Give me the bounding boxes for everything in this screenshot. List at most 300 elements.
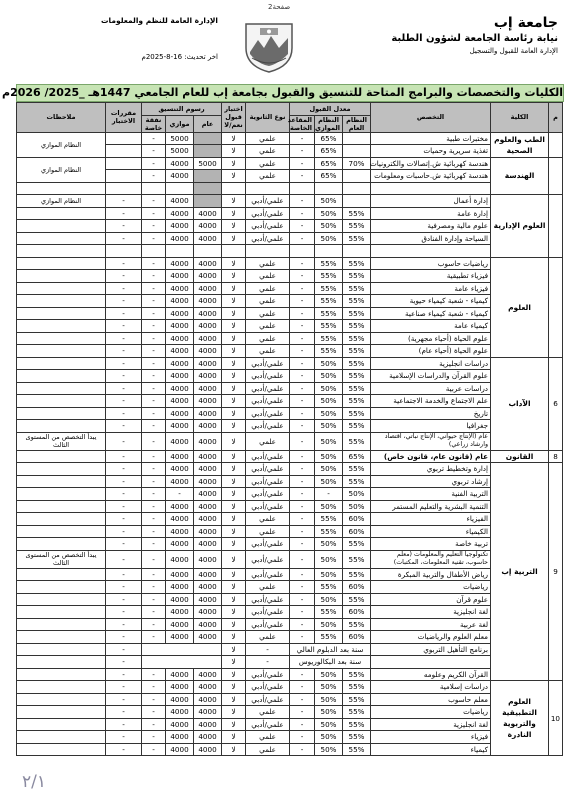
general-rate-cell — [343, 195, 371, 208]
fee-private-cell: - — [142, 320, 166, 333]
specialization-cell: فيزياء تطبيقية — [371, 270, 491, 283]
fee-parallel-cell: - — [166, 488, 194, 501]
general-rate-cell: 55% — [343, 307, 371, 320]
parallel-rate-cell: 55% — [315, 631, 343, 644]
general-rate-cell: سنة بعد البكالوريوس — [290, 656, 371, 669]
fee-general-cell: 4000 — [194, 357, 222, 370]
table-row — [17, 207, 563, 220]
private-seat-cell: - — [290, 463, 315, 476]
parallel-rate-cell: 55% — [315, 581, 343, 594]
entrance-exam-cell: لا — [222, 681, 246, 694]
exam-subjects-cell: - — [106, 488, 142, 501]
fee-general-cell: 4000 — [194, 718, 222, 731]
fee-private-cell: - — [142, 463, 166, 476]
notes-cell — [17, 525, 106, 538]
fee-parallel-cell: 4000 — [166, 332, 194, 345]
table-row — [17, 593, 563, 606]
row-number: 9 — [549, 463, 563, 681]
notes-cell: النظام الموازي — [17, 157, 106, 182]
fee-parallel-cell: 4000 — [166, 693, 194, 706]
exam-subjects-cell: - — [106, 257, 142, 270]
col-fees-group: رسوم التنسيق — [142, 103, 222, 116]
specialization-cell: برنامج التأهيل التربوي — [371, 643, 491, 656]
fee-general-cell — [142, 643, 222, 656]
parallel-rate-cell: 50% — [315, 538, 343, 551]
fee-parallel-cell: 4000 — [166, 207, 194, 220]
general-rate-cell: 60% — [343, 581, 371, 594]
entrance-exam-cell: لا — [222, 195, 246, 208]
notes-cell — [17, 257, 106, 270]
secondary-type-cell: علمي/أدبي — [246, 220, 290, 233]
college-name: العلوم الإدارية — [491, 195, 549, 258]
fee-private-cell: - — [142, 618, 166, 631]
table-row — [17, 320, 563, 333]
parallel-rate-cell: 65% — [315, 145, 343, 158]
secondary-type-cell: علمي/أدبي — [246, 382, 290, 395]
fee-private-cell — [142, 182, 166, 195]
exam-subjects-cell: - — [106, 656, 142, 669]
private-seat-cell: - — [290, 538, 315, 551]
exam-subjects-cell: - — [106, 731, 142, 744]
fee-private-cell: - — [142, 207, 166, 220]
fee-parallel-cell: 4000 — [166, 450, 194, 463]
general-rate-cell: 55% — [343, 718, 371, 731]
exam-subjects-cell: - — [106, 618, 142, 631]
parallel-rate-cell: 55% — [315, 270, 343, 283]
fee-parallel-cell — [166, 182, 194, 195]
exam-subjects-cell: - — [106, 270, 142, 283]
entrance-exam-cell: لا — [222, 157, 246, 170]
notes-cell: النظام الموازي — [17, 195, 106, 208]
exam-subjects-cell: - — [106, 606, 142, 619]
fee-private-cell: - — [142, 631, 166, 644]
exam-subjects-cell — [106, 132, 142, 145]
secondary-type-cell: علمي — [246, 157, 290, 170]
row-number — [549, 257, 563, 357]
admin-block — [18, 16, 218, 61]
table-row — [17, 157, 563, 170]
parallel-rate-cell — [315, 245, 343, 258]
entrance-exam-cell: لا — [222, 270, 246, 283]
fee-parallel-cell: 4000 — [166, 463, 194, 476]
specialization-cell: رياضيات حاسوب — [371, 257, 491, 270]
secondary-type-cell: علمي — [246, 743, 290, 756]
notes-cell — [17, 370, 106, 383]
fee-parallel-cell: 4000 — [166, 420, 194, 433]
entrance-exam-cell — [222, 182, 246, 195]
fee-general-cell: 4000 — [194, 668, 222, 681]
exam-subjects-cell: - — [106, 643, 142, 656]
table-row — [17, 420, 563, 433]
notes-cell — [17, 270, 106, 283]
specialization-cell: لغة انجليزية — [371, 718, 491, 731]
fee-private-cell: - — [142, 345, 166, 358]
fee-general-cell — [194, 170, 222, 183]
fee-general-cell: 4000 — [194, 681, 222, 694]
notes-cell: يبدأ التخصص من المستوى الثالث — [17, 432, 106, 450]
fee-parallel-cell: 4000 — [166, 370, 194, 383]
specialization-cell: علوم القرآن والدراسات الإسلامية — [371, 370, 491, 383]
specialization-cell: دراسات عربية — [371, 382, 491, 395]
private-seat-cell: - — [290, 232, 315, 245]
notes-cell — [17, 681, 106, 694]
parallel-rate-cell: 50% — [315, 420, 343, 433]
parallel-rate-cell: 50% — [315, 432, 343, 450]
fee-general-cell: 4000 — [194, 550, 222, 568]
exam-subjects-cell: - — [106, 525, 142, 538]
university-name: جامعة إب — [493, 15, 558, 31]
parallel-rate-cell: 50% — [315, 693, 343, 706]
specialization-cell: دراسات إسلامية — [371, 681, 491, 694]
entrance-exam-cell: لا — [222, 170, 246, 183]
fee-parallel-cell: 4000 — [166, 345, 194, 358]
notes-cell — [17, 593, 106, 606]
fee-general-cell: 4000 — [194, 581, 222, 594]
fee-general-cell: 4000 — [194, 207, 222, 220]
entrance-exam-cell: لا — [222, 432, 246, 450]
college-name: الهندسة — [491, 157, 549, 195]
specialization-cell: علوم الحياة (أحياء عام) — [371, 345, 491, 358]
entrance-exam-cell: لا — [222, 550, 246, 568]
secondary-type-cell: علمي/أدبي — [246, 207, 290, 220]
col-rate-group: معدل القبول — [290, 103, 371, 116]
specialization-cell: معلم العلوم والرياضيات — [371, 631, 491, 644]
col-fee-parallel: موازي — [166, 115, 194, 132]
fee-general-cell: 4000 — [194, 593, 222, 606]
footer-page-number: ٢/١ — [22, 772, 46, 792]
parallel-rate-cell: 65% — [315, 170, 343, 183]
fee-private-cell: - — [142, 270, 166, 283]
specialization-cell: مختبرات طبية — [371, 132, 491, 145]
row-number: 8 — [549, 450, 563, 463]
specialization-cell: إدارة أعمال — [371, 195, 491, 208]
entrance-exam-cell: لا — [222, 693, 246, 706]
secondary-type-cell: علمي/أدبي — [246, 606, 290, 619]
exam-subjects-cell: - — [106, 450, 142, 463]
entrance-exam-cell: لا — [222, 370, 246, 383]
exam-subjects-cell: - — [106, 550, 142, 568]
parallel-rate-cell: 50% — [315, 550, 343, 568]
fee-general-cell — [194, 145, 222, 158]
general-rate-cell: 55% — [343, 618, 371, 631]
fee-private-cell: - — [142, 220, 166, 233]
general-rate-cell: 55% — [343, 282, 371, 295]
specialization-cell: علوم مالية ومصرفية — [371, 220, 491, 233]
entrance-exam-cell: لا — [222, 656, 246, 669]
parallel-rate-cell: 50% — [315, 450, 343, 463]
secondary-type-cell: علمي/أدبي — [246, 550, 290, 568]
entrance-exam-cell: لا — [222, 320, 246, 333]
table-row — [17, 743, 563, 756]
entrance-exam-cell: لا — [222, 538, 246, 551]
specialization-cell: كيمياء - شعبة كيمياء حيوية — [371, 295, 491, 308]
parallel-rate-cell: 50% — [315, 195, 343, 208]
fee-general-cell: 4000 — [194, 232, 222, 245]
fee-private-cell: - — [142, 282, 166, 295]
fee-general-cell: 4000 — [194, 538, 222, 551]
exam-subjects-cell: - — [106, 420, 142, 433]
fee-private-cell: - — [142, 382, 166, 395]
parallel-rate-cell: 50% — [315, 207, 343, 220]
secondary-type-cell: علمي — [246, 345, 290, 358]
specialization-cell: عام (قانون عام، قانون خاص) — [371, 450, 491, 463]
college-name: العلوم — [491, 257, 549, 357]
general-rate-cell: 55% — [343, 320, 371, 333]
parallel-rate-cell: 50% — [315, 618, 343, 631]
entrance-exam-cell: لا — [222, 295, 246, 308]
general-rate-cell: 50% — [343, 488, 371, 501]
specialization-cell: علوم قرآن — [371, 593, 491, 606]
fee-general-cell: 4000 — [194, 370, 222, 383]
fee-parallel-cell: 4000 — [166, 538, 194, 551]
entrance-exam-cell: لا — [222, 207, 246, 220]
general-rate-cell: 55% — [343, 475, 371, 488]
private-seat-cell: - — [290, 475, 315, 488]
fee-private-cell: - — [142, 550, 166, 568]
col-parallel-system: النظام الموازي — [315, 115, 343, 132]
fee-general-cell: 4000 — [194, 432, 222, 450]
fee-parallel-cell: 4000 — [166, 382, 194, 395]
private-seat-cell: - — [290, 706, 315, 719]
general-rate-cell: 55% — [343, 550, 371, 568]
private-seat-cell: - — [290, 606, 315, 619]
fee-private-cell: - — [142, 370, 166, 383]
entrance-exam-cell: لا — [222, 282, 246, 295]
table-row — [17, 182, 563, 195]
notes-cell — [17, 395, 106, 408]
row-number: 10 — [549, 681, 563, 756]
parallel-rate-cell: 50% — [315, 593, 343, 606]
specialization-cell: هندسة كهربائية ش.إتصالات والكترونيات — [371, 157, 491, 170]
fee-private-cell: - — [142, 357, 166, 370]
fee-private-cell: - — [142, 568, 166, 581]
table-row — [17, 488, 563, 501]
specialization-cell — [371, 656, 491, 669]
row-number — [549, 195, 563, 258]
fee-private-cell: - — [142, 681, 166, 694]
secondary-type-cell: علمي/أدبي — [246, 407, 290, 420]
entrance-exam-cell: لا — [222, 475, 246, 488]
parallel-rate-cell: 50% — [315, 407, 343, 420]
specialization-cell: فيزياء عامة — [371, 282, 491, 295]
fee-parallel-cell: 4000 — [166, 743, 194, 756]
fee-parallel-cell: 4000 — [166, 232, 194, 245]
exam-subjects-cell: - — [106, 407, 142, 420]
table-row — [17, 643, 563, 656]
fee-parallel-cell: 4000 — [166, 525, 194, 538]
exam-subjects-cell: - — [106, 382, 142, 395]
general-rate-cell: 55% — [343, 568, 371, 581]
table-row — [17, 656, 563, 669]
private-seat-cell: - — [290, 270, 315, 283]
parallel-rate-cell: 55% — [315, 257, 343, 270]
fee-parallel-cell: 4000 — [166, 513, 194, 526]
fee-general-cell: 4000 — [194, 307, 222, 320]
specialization-cell: لغة انجليزية — [371, 606, 491, 619]
fee-general-cell: 4000 — [194, 706, 222, 719]
notes-cell — [17, 581, 106, 594]
private-seat-cell: - — [290, 618, 315, 631]
fee-private-cell: - — [142, 395, 166, 408]
exam-subjects-cell: - — [106, 668, 142, 681]
table-row — [17, 395, 563, 408]
general-rate-cell: 55% — [343, 345, 371, 358]
entrance-exam-cell: لا — [222, 145, 246, 158]
exam-subjects-cell — [106, 245, 142, 258]
table-row — [17, 475, 563, 488]
table-row — [17, 618, 563, 631]
general-rate-cell: 55% — [343, 407, 371, 420]
secondary-type-cell: علمي/أدبي — [246, 357, 290, 370]
entrance-exam-cell: لا — [222, 132, 246, 145]
private-seat-cell: - — [290, 693, 315, 706]
parallel-rate-cell: 65% — [315, 157, 343, 170]
table-row — [17, 731, 563, 744]
fee-private-cell: - — [142, 668, 166, 681]
secondary-type-cell: علمي/أدبي — [246, 681, 290, 694]
secondary-type-cell: علمي/أدبي — [246, 232, 290, 245]
fee-private-cell: - — [142, 420, 166, 433]
secondary-type-cell: - — [246, 656, 290, 669]
fee-general-cell: 4000 — [194, 420, 222, 433]
fee-general-cell: 4000 — [194, 525, 222, 538]
general-rate-cell: 55% — [343, 593, 371, 606]
exam-subjects-cell — [106, 182, 142, 195]
general-rate-cell: 55% — [343, 370, 371, 383]
secondary-type-cell: علمي/أدبي — [246, 195, 290, 208]
fee-parallel-cell: 4000 — [166, 606, 194, 619]
notes-cell — [17, 731, 106, 744]
notes-cell — [17, 207, 106, 220]
notes-cell — [17, 382, 106, 395]
secondary-type-cell: علمي — [246, 295, 290, 308]
private-seat-cell: - — [290, 731, 315, 744]
general-rate-cell: 55% — [343, 207, 371, 220]
general-rate-cell — [343, 170, 371, 183]
specialization-cell: الكيمياء — [371, 525, 491, 538]
specialization-cell: الفيزياء — [371, 513, 491, 526]
admin-info: الإدارة العامة للنظم والمعلومات — [101, 16, 218, 25]
entrance-exam-cell: لا — [222, 568, 246, 581]
general-rate-cell: 55% — [343, 332, 371, 345]
general-rate-cell: 55% — [343, 731, 371, 744]
specialization-cell: تربية خاصة — [371, 538, 491, 551]
parallel-rate-cell: 50% — [315, 706, 343, 719]
secondary-type-cell: علمي/أدبي — [246, 420, 290, 433]
specialization-cell: رياض الأطفال والتربية المبكرة — [371, 568, 491, 581]
notes-cell — [17, 220, 106, 233]
institution-block — [368, 14, 558, 56]
exam-subjects-cell: - — [106, 581, 142, 594]
specialization-cell: كيمياء - شعبة كيمياء صناعية — [371, 307, 491, 320]
col-specialization: التخصص — [371, 103, 491, 133]
secondary-type-cell: علمي — [246, 132, 290, 145]
private-seat-cell: - — [290, 357, 315, 370]
department-name: الإدارة العامة للقبول والتسجيل — [469, 47, 558, 55]
parallel-rate-cell: 50% — [315, 232, 343, 245]
specialization-cell: عام (الإنتاج حيواني، الإنتاج نباتي، اقتصاد وارشاد زراعي) — [371, 432, 491, 450]
private-seat-cell: - — [290, 320, 315, 333]
fee-private-cell: - — [142, 157, 166, 170]
table-body — [17, 132, 563, 756]
table-row — [17, 370, 563, 383]
fee-parallel-cell: 4000 — [166, 706, 194, 719]
fee-parallel-cell: 4000 — [166, 731, 194, 744]
fee-general-cell: 4000 — [194, 475, 222, 488]
fee-private-cell: - — [142, 593, 166, 606]
notes-cell — [17, 332, 106, 345]
notes-cell — [17, 488, 106, 501]
fee-general-cell — [142, 656, 222, 669]
private-seat-cell: - — [290, 220, 315, 233]
private-seat-cell: - — [290, 488, 315, 501]
secondary-type-cell: علمي — [246, 257, 290, 270]
entrance-exam-cell: لا — [222, 631, 246, 644]
specialization-cell: التربية الفنية — [371, 488, 491, 501]
private-seat-cell: - — [290, 500, 315, 513]
specialization-cell: رياضيات — [371, 581, 491, 594]
exam-subjects-cell: - — [106, 681, 142, 694]
secondary-type-cell: علمي/أدبي — [246, 668, 290, 681]
fee-parallel-cell: 4000 — [166, 568, 194, 581]
secondary-type-cell: علمي/أدبي — [246, 618, 290, 631]
fee-private-cell: - — [142, 407, 166, 420]
exam-subjects-cell: - — [106, 706, 142, 719]
general-rate-cell — [343, 132, 371, 145]
entrance-exam-cell: لا — [222, 718, 246, 731]
page-label: صفحة2 — [268, 3, 291, 11]
specialization-cell — [371, 182, 491, 195]
exam-subjects-cell — [106, 157, 142, 170]
fee-private-cell: - — [142, 257, 166, 270]
table-row — [17, 681, 563, 694]
entrance-exam-cell: لا — [222, 593, 246, 606]
table-row — [17, 463, 563, 476]
general-rate-cell: 60% — [343, 513, 371, 526]
specialization-cell: السياحة وإدارة الفنادق — [371, 232, 491, 245]
parallel-rate-cell — [315, 182, 343, 195]
exam-subjects-cell: - — [106, 593, 142, 606]
notes-cell — [17, 245, 106, 258]
exam-subjects-cell: - — [106, 395, 142, 408]
col-num: م — [549, 103, 563, 133]
secondary-type-cell: علمي — [246, 525, 290, 538]
fee-private-cell: - — [142, 693, 166, 706]
notes-cell — [17, 718, 106, 731]
fee-parallel-cell: 4000 — [166, 631, 194, 644]
exam-subjects-cell: - — [106, 332, 142, 345]
exam-subjects-cell: - — [106, 743, 142, 756]
parallel-rate-cell: 50% — [315, 382, 343, 395]
table-row — [17, 450, 563, 463]
college-name: الآداب — [491, 357, 549, 450]
fee-parallel-cell: 4000 — [166, 500, 194, 513]
secondary-type-cell: علمي — [246, 332, 290, 345]
exam-subjects-cell: - — [106, 463, 142, 476]
notes-cell — [17, 618, 106, 631]
table-row — [17, 550, 563, 568]
entrance-exam-cell: لا — [222, 220, 246, 233]
fee-parallel-cell: 4000 — [166, 407, 194, 420]
private-seat-cell: - — [290, 525, 315, 538]
fee-parallel-cell: 4000 — [166, 681, 194, 694]
fee-parallel-cell: 4000 — [166, 157, 194, 170]
table-row — [17, 407, 563, 420]
fee-private-cell: - — [142, 488, 166, 501]
table-row — [17, 538, 563, 551]
fee-parallel-cell: 4000 — [166, 395, 194, 408]
parallel-rate-cell: 55% — [315, 295, 343, 308]
